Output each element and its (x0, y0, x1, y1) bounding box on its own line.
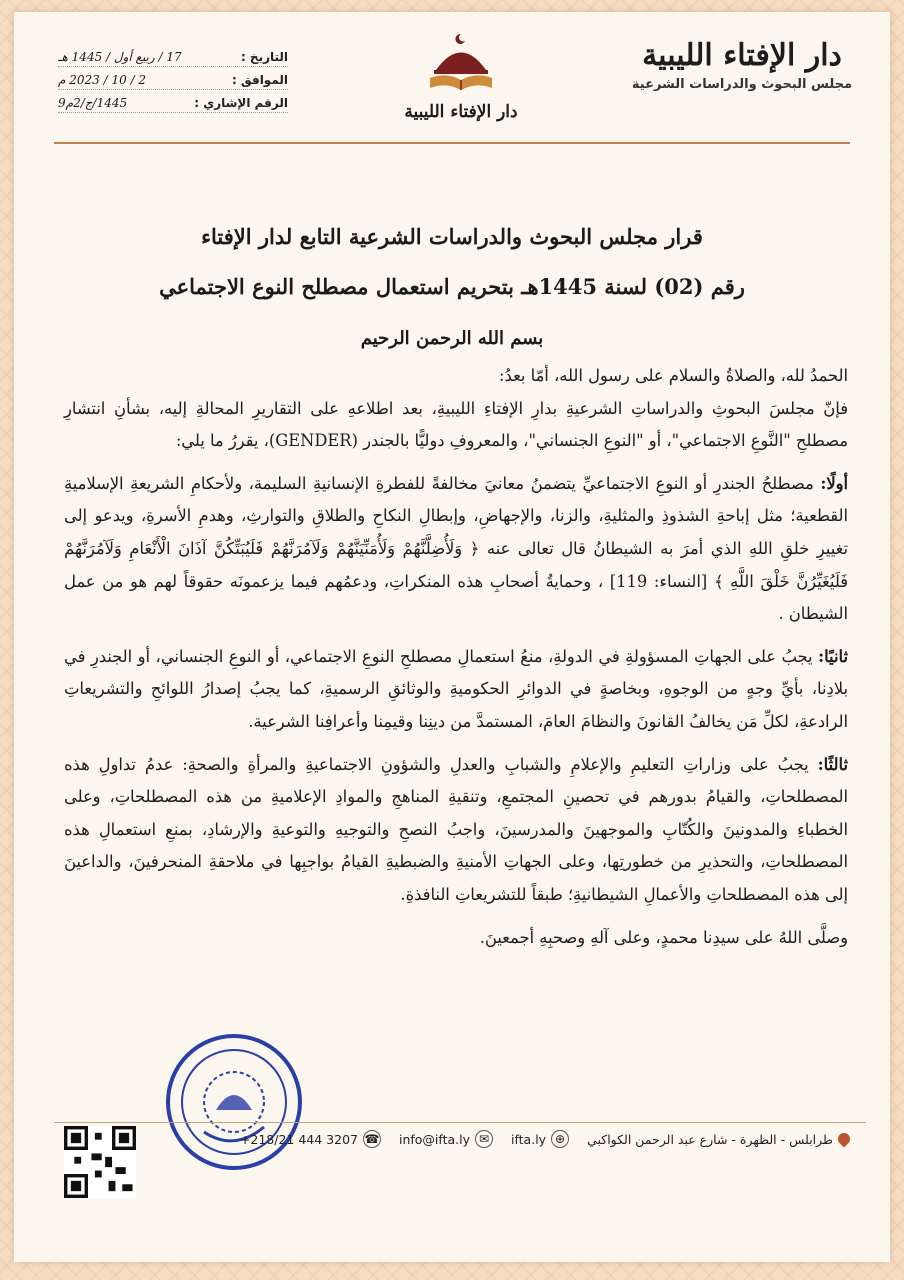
meta-agree (58, 73, 288, 90)
second-text: يجبُ على الجهاتِ المسؤولةِ في الدولةِ، منعُ استعمالِ مصطلحِ النوعِ الاجتماعي، أو النوعِ الجنساني، أو الجندرِ في بلادِنا، بأيِّ وجهٍ من الوجوهِ، وبخاصةٍ في الدوائرِ الحكوميةِ والوثائقِ الرسميةِ، كما يجبُ إصدارُ اللوائحِ والتشريعاتِ الرادعةِ، لكلِّ مَن يخالفُ القانونَ والنظامَ العامَ، المستمدَّ من دينِنا وقيمِنا وأعرافِنا الشرعية. (64, 646, 848, 731)
intro-paragraph: فإنّ مجلسَ البحوثِ والدراساتِ الشرعيةِ بدارِ الإفتاءِ الليبيةِ، بعد اطلاعهِ على التقاريرِ المحالةِ إليه، بشأنِ انتشارِ مصطلحِ "النَّوعِ الاجتماعي"، أو "النوعِ الجنساني"، والمعروفِ دوليًّا بالجندر (GENDER)، يقررُ ما يلي: (64, 398, 848, 451)
location-pin-icon (836, 1131, 853, 1148)
agree-value: 2 / 10 / 2023 م (58, 73, 147, 87)
header-divider (54, 142, 850, 144)
footer-divider (54, 1122, 866, 1123)
closing-paragraph: وصلَّى اللهُ على سيدِنا محمدٍ، وعلى آلهِ وصحبِهِ أجمعينَ. (479, 927, 848, 947)
date-value: 17 / ربيع أول / 1445 هـ (58, 50, 182, 64)
mail-icon: ✉ (475, 1130, 493, 1148)
third-text: يجبُ على وزاراتِ التعليمِ والإعلامِ والشبابِ والعدلِ والشؤونِ الاجتماعيةِ والمرأةِ والصحةِ: عدمُ تداولِ هذه المصطلحاتِ، والقيامُ بدورهم في تحصينِ المجتمعِ، وتنقيةِ المناهجِ والموادِ الإعلاميةِ من هذه المصطلحاتِ، وعلى الخطباءِ والمدونينَ والكُتّابِ والموجهينَ والمدرسينَ، واجبُ النصحِ والتوجيهِ والتوعيةِ والإرشادِ، بمنعِ استعمالِ هذه المصطلحاتِ، والتحذيرِ من خطورتِها، وعلى الجهاتِ الأمنيةِ والضبطيةِ القيامُ بواجبِها في ملاحقةِ المنحرفينَ، والداعينَ إلى هذه المصطلحاتِ والأعمالِ الشيطانيةِ؛ طبقاً للتشريعاتِ النافذةِ. (64, 754, 848, 904)
ref-value: 1445/ج/2م9 (58, 96, 128, 110)
footer-contacts (204, 1130, 850, 1148)
meta-ref (58, 96, 288, 113)
document-meta (58, 50, 288, 119)
ref-label: الرقم الإشاري : (194, 96, 288, 110)
first-label: أولًا: (820, 473, 848, 493)
third-clause (64, 749, 848, 912)
website-text[interactable]: ifta.ly (511, 1131, 547, 1147)
third-label: ثالثًا: (817, 754, 848, 774)
phone-text[interactable]: +218/21 444 3207 (239, 1131, 358, 1147)
footer-email[interactable] (399, 1130, 493, 1148)
decision-title: قرار مجلس البحوث والدراسات الشرعية التابع لدار الإفتاء (201, 224, 703, 249)
letterhead-brand (622, 38, 862, 92)
email-text[interactable]: info@ifta.ly (398, 1131, 470, 1147)
dome-book-logo-icon (416, 30, 506, 100)
address-text: طرابلس - الظهرة - شارع عبد الرحمن الكواكبي (587, 1131, 833, 1147)
letterhead-logo (386, 30, 536, 122)
brand-title: دار الإفتاء الليبية (642, 38, 842, 73)
footer-address (587, 1132, 850, 1147)
phone-icon: ☎ (364, 1132, 380, 1146)
globe-icon: ⊕ (551, 1130, 569, 1148)
second-label: ثانيًا: (818, 646, 848, 666)
official-seal-icon (164, 1032, 304, 1172)
date-label: التاريخ : (240, 50, 288, 64)
qr-code-icon (64, 1126, 136, 1198)
first-clause (64, 468, 848, 631)
footer-website[interactable] (511, 1130, 569, 1148)
document-sheet (14, 12, 890, 1262)
footer-phone[interactable] (240, 1130, 381, 1148)
decision-body (64, 360, 848, 954)
basmala: بسم الله الرحمن الرحيم (360, 328, 544, 349)
first-text: مصطلحُ الجندرِ أو النوعِ الاجتماعيِّ يتضمنُ معانيَ مخالفةً للفطرةِ الإنسانيةِ السليمة، ولأحكامِ الشريعةِ الإسلاميةِ القطعية؛ مثل إباحةِ الشذوذِ والمثليةِ، والزنا، والإجهاضِ، وإبطالِ النكاحِ والطلاقِ والتوارثِ، وهدمِ الأسرةِ، ويدعو إلى تغييرِ خلقِ اللهِ الذي أمرَ به الشيطانُ قال تعالى عنه ﴿ وَلَأُضِلَّنَّهُمْ وَلَأُمَنِّيَنَّهُمْ وَلَآمُرَنَّهُمْ فَلَيُبَتِّكُنَّ آذَانَ الْأَنْعَامِ وَلَآمُرَنَّهُمْ فَلَيُغَيِّرُنَّ خَلْقَ اللَّهِ ﴾ [النساء: 119] ، وحمايةُ أصحابِ هذه المنكراتِ، ودعمُهم فيما يزعمونَه حقوقاً لهم هو من عمل الشيطان . (64, 473, 848, 624)
brand-subtitle: مجلس البحوث والدراسات الشرعية (631, 77, 853, 92)
agree-label: الموافق : (232, 73, 288, 87)
meta-date (58, 50, 288, 67)
decision-number: رقم (02) لسنة 1445هـ بتحريم استعمال مصطلح النوع الاجتماعي (159, 274, 745, 299)
opening-paragraph: الحمدُ لله، والصلاةُ والسلام على رسول الله، أمّا بعدُ: (499, 366, 848, 385)
center-brand-title: دار الإفتاء الليبية (404, 102, 518, 122)
second-clause (64, 641, 848, 739)
